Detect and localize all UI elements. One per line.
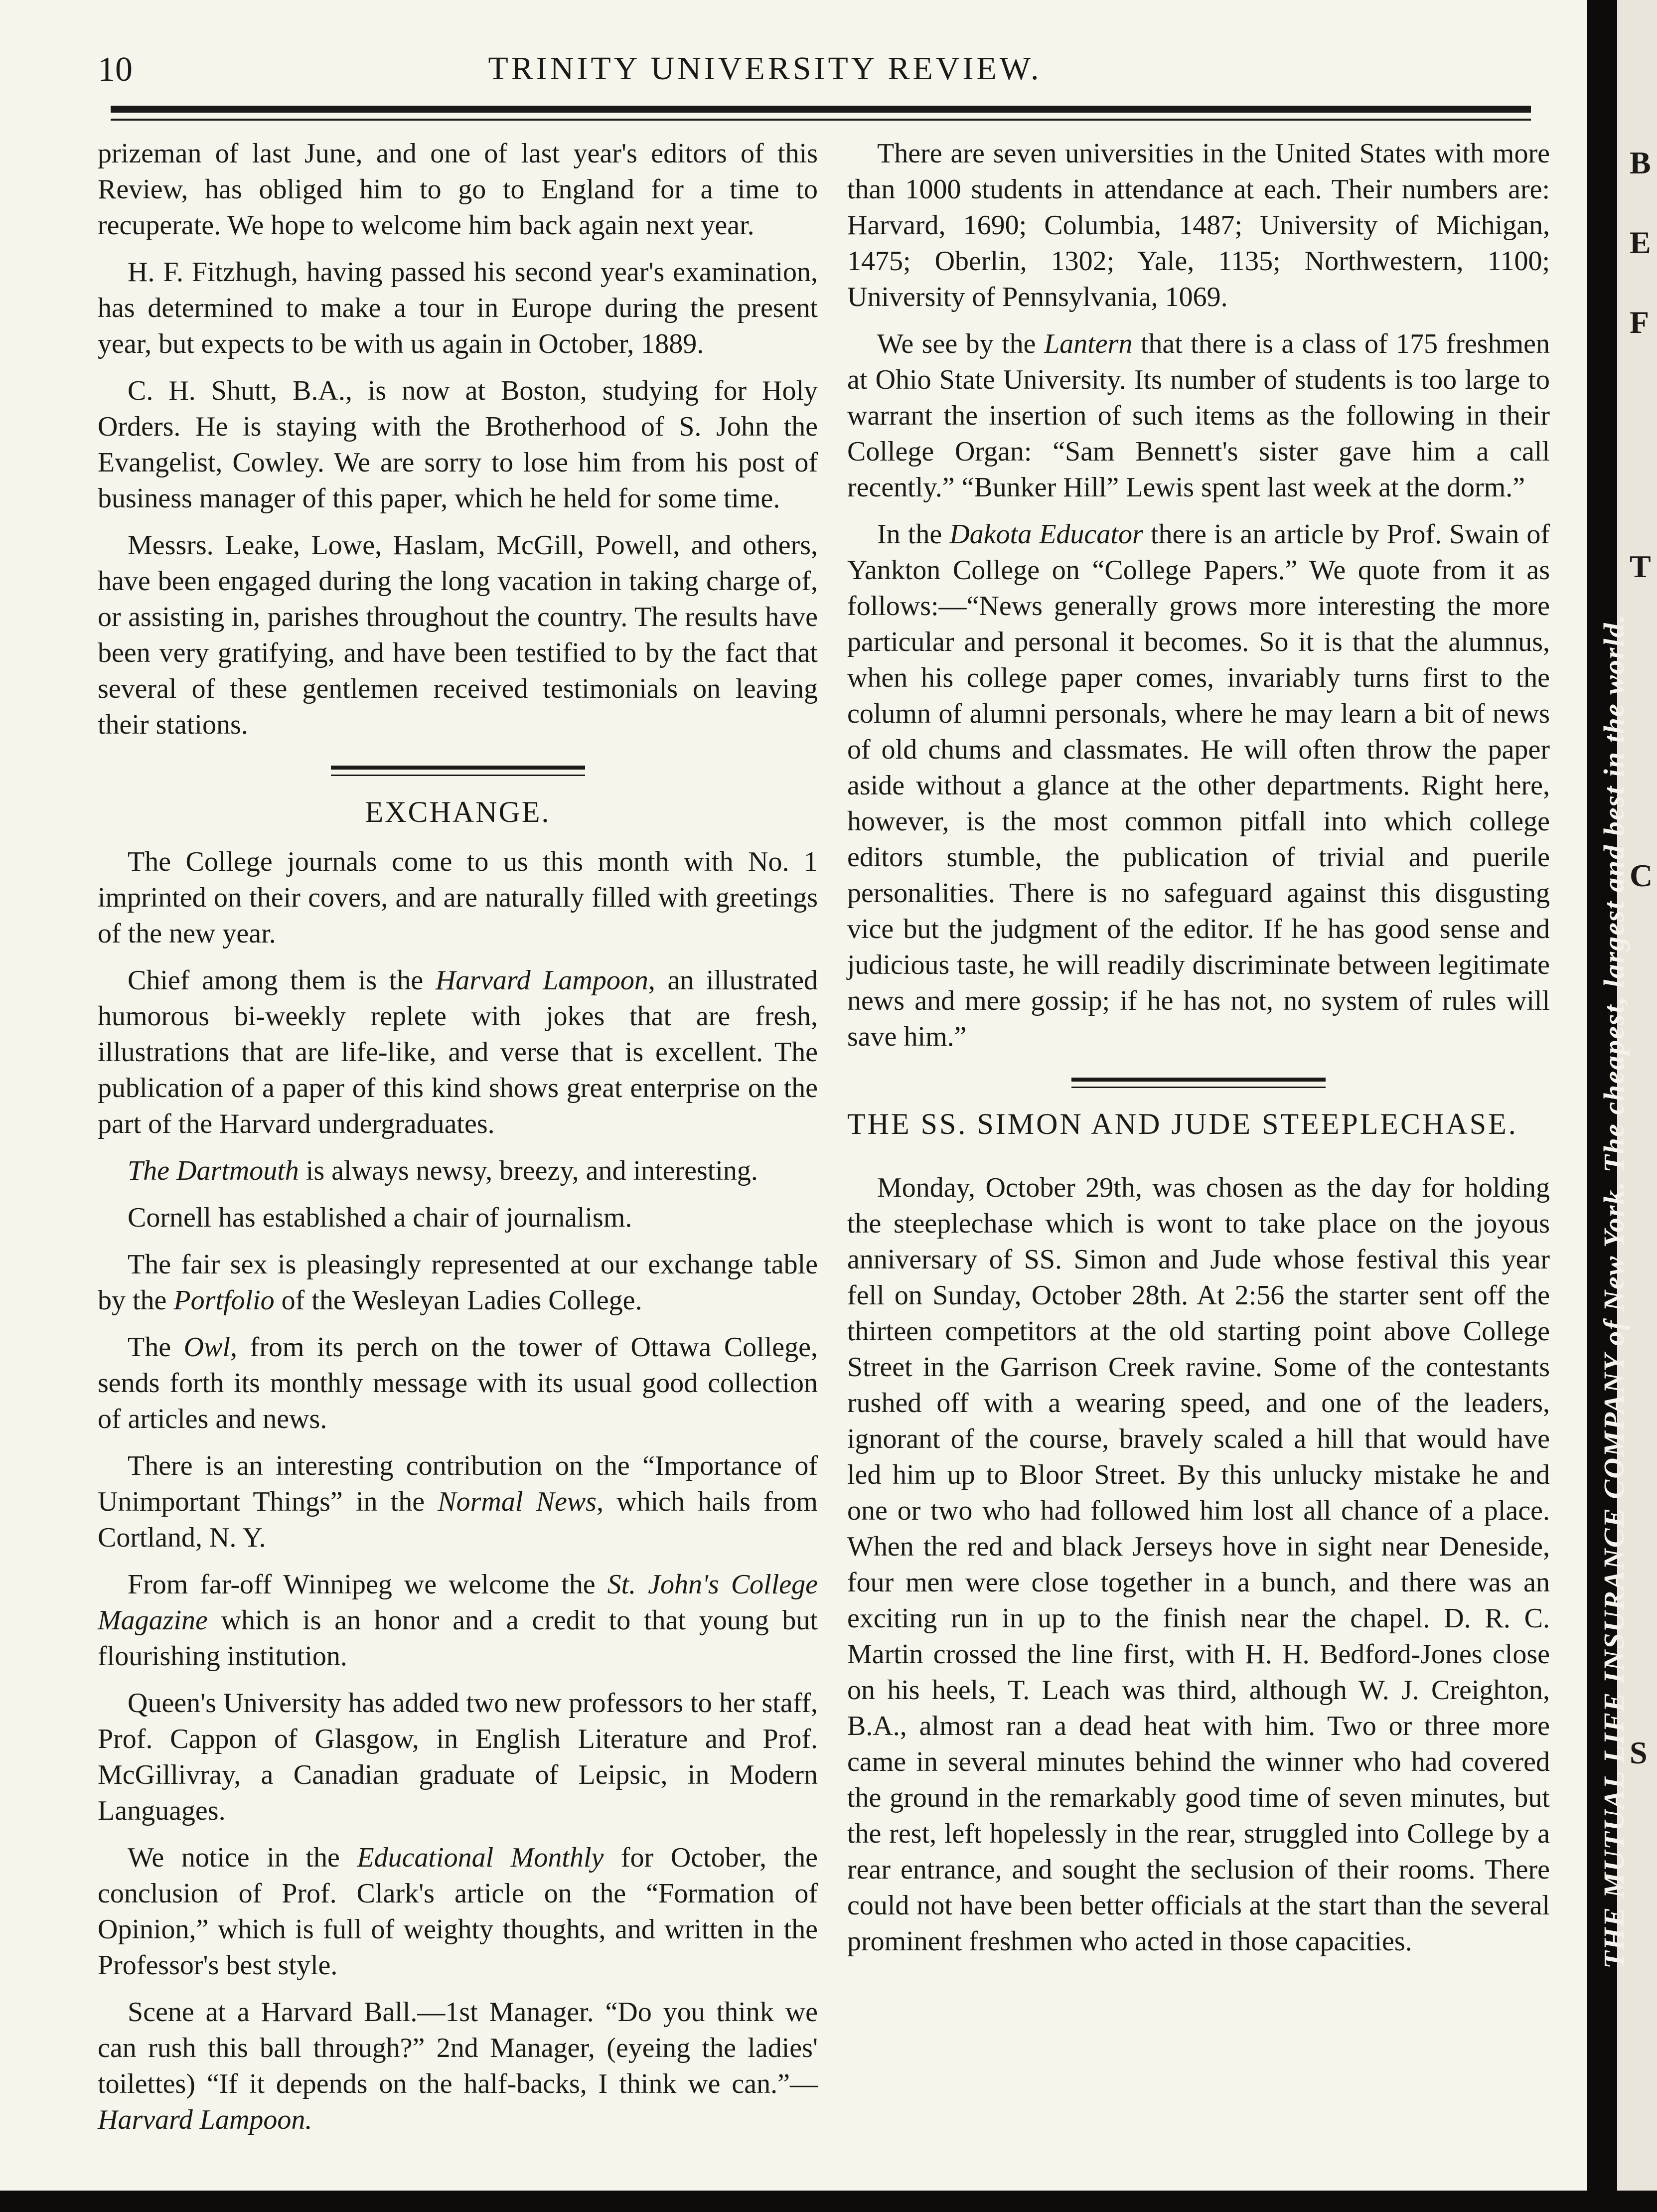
paragraph: There is an interesting contribution on the “Importance of Unimportant Things” in the Normal News, which hails from Cortland, N. Y. [98,1450,818,1553]
header-rule-thin [111,119,1531,121]
paragraph: H. F. Fitzhugh, having passed his second year's examination, has determined to make a tour in Europe during the present year, but expects to be with us again in October, 1889. [98,257,818,359]
paragraph: Chief among them is the Harvard Lampoon, an illustrated humorous bi-weekly replete with jokes that are fresh, illustrations that are life-like, and verse that is excellent. The publication of a paper of this kind shows great enterprise on the part of the Harvard undergraduates. [98,965,818,1139]
left-column [98,136,818,2149]
publication-title: Harvard Lampoon [435,965,648,996]
paragraph: In the Dakota Educator there is an article by Prof. Swain of Yankton College on “College Papers.” We quote from it as follows:—“News generally grows more interesting the more particular and personal it becomes. So it is that the alumnus, when his college paper comes, invariably turns first to the column of alumni personals, where he may learn a bit of news of old chums and classmates. He will often throw the paper aside without a glance at the other departments. Right here, however, is the most common pitfall into which college editors stumble, the publication of trivial and puerile personalities. There is no safeguard against this disgusting vice but the judgment of the editor. If he has good sense and judicious taste, he will readily discriminate between legitimate news and mere gossip; if he has not, no system of rules will save him.” [847,519,1550,1052]
publication-title: Owl [183,1332,231,1363]
paragraph: The Dartmouth is always newsy, breezy, and interesting. [128,1155,758,1186]
adjacent-page-fragment: S [1630,1735,1648,1770]
paragraph: Cornell has established a chair of journalism. [128,1202,632,1233]
publication-title: The Dartmouth [128,1155,299,1186]
adjacent-page-vertical-advert: THE MUTUAL LIFE INSURANCE COMPANY of New York. The cheapest, largest and best in the world. [1598,614,1630,1969]
paragraph: Messrs. Leake, Lowe, Haslam, McGill, Powell, and others, have been engaged during the long vacation in taking charge of, or assisting in, parishes throughout the country. The results have been very gratifying, and have been testified to by the fact that several of these gentlemen received testimonials on leaving their stations. [98,530,818,740]
paragraph: prizeman of last June, and one of last year's editors of this Review, has obliged him to go to England for a time to recuperate. We hope to welcome him back again next year. [98,138,818,241]
publication-title: Harvard Lampoon. [98,2104,312,2135]
publication-title: Dakota Educator [949,519,1143,550]
publication-title: Educational Monthly [357,1842,604,1873]
scan-bottom-edge [0,2191,1657,2212]
paragraph: The fair sex is pleasingly represented at our exchange table by the Portfolio of the Wesleyan Ladies College. [98,1249,818,1316]
header-rule-thick [111,106,1531,113]
paragraph: We see by the Lantern that there is a class of 175 freshmen at Ohio State University. Its number of students is too large to warrant the insertion of such items as the following in their College Organ: “Sam Bennett's sister gave him a call recently.” “Bunker Hill” Lewis spent last week at the dorm.” [847,328,1550,503]
adjacent-page-fragment: B [1630,145,1651,180]
publication-title: Lantern [1044,328,1133,359]
adjacent-page-fragment: E [1630,225,1651,260]
exchange-heading: EXCHANGE. [365,795,551,828]
right-column [847,136,1550,1970]
section-divider [1071,1078,1326,1088]
paragraph: C. H. Shutt, B.A., is now at Boston, studying for Holy Orders. He is staying with the Brotherhood of S. John the Evangelist, Cowley. We are sorry to lose him from his post of business manager of this paper, which he held for some time. [98,375,818,514]
paragraph: There are seven universities in the United States with more than 1000 students in attendance at each. Their numbers are: Harvard, 1690; Columbia, 1487; University of Michigan, 1475; Oberlin, 1302; Yale, 1135; Northwestern, 1100; University of Pennsylvania, 1069. [847,138,1550,313]
publication-title: Portfolio [173,1285,275,1316]
paragraph: The College journals come to us this month with No. 1 imprinted on their covers, and are naturally filled with greetings of the new year. [98,846,818,949]
paragraph: Monday, October 29th, was chosen as the day for holding the steeplechase which is wont to take place on the joyous anniversary of SS. Simon and Jude whose festival this year fell on Sunday, October 28th. At 2:56 the starter sent off the thirteen competitors at the old starting point above College Street in the Garrison Creek ravine. Some of the contestants rushed off with a wearing speed, and one of the leaders, ignorant of the course, bravely scaled a hill that would have led him up to Bloor Street. By this unlucky mistake he and one or two who had followed him lost all chance of a place. When the red and black Jerseys hove in sight near Deneside, four men were close together in a bunch, and there was an exciting run in up to the finish near the chapel. D. R. C. Martin crossed the line first, with H. H. Bedford-Jones close on his heels, T. Leach was third, although W. J. Creighton, B.A., almost ran a dead heat with him. Two or three more came in several minutes behind the winner who had covered the ground in the remarkably good time of seven minutes, but the rest, left hopelessly in the rear, struggled into College by a rear entrance, and sought the seclusion of their rooms. There could not have been better officials at the start than the several prominent freshmen who acted in those capacities. [847,1172,1550,1957]
publication-title: Normal News [438,1486,597,1517]
adjacent-page-fragment: C [1630,858,1653,893]
steeplechase-heading: THE SS. SIMON AND JUDE STEEPLECHASE. [847,1107,1518,1140]
publication-title: St. John's College Magazine [98,1569,818,1636]
paragraph: Queen's University has added two new professors to her staff, Prof. Cappon of Glasgow, in English Literature and Prof. McGillivray, a Canadian graduate of Leipsic, in Modern Languages. [98,1688,818,1826]
adjacent-page-fragment: F [1630,305,1650,340]
adjacent-page-fragment: T [1630,549,1651,584]
section-divider [331,766,585,776]
paragraph: From far-off Winnipeg we welcome the St. John's College Magazine which is an honor and a credit to that young but flourishing institution. [98,1569,818,1672]
paragraph: We notice in the Educational Monthly for October, the conclusion of Prof. Clark's article on the “Formation of Opinion,” which is full of weighty thoughts, and written in the Professor's best style. [98,1842,818,1981]
paragraph: The Owl, from its perch on the tower of Ottawa College, sends forth its monthly message with its usual good collection of articles and news. [98,1332,818,1434]
page-number: 10 [98,50,133,89]
paragraph: Scene at a Harvard Ball.—1st Manager. “Do you think we can rush this ball through?” 2nd Manager, (eyeing the ladies' toilettes) “If it depends on the half-backs, I think we can.”—Harvard Lampoon. [98,1997,818,2135]
running-head: TRINITY UNIVERSITY REVIEW. [488,50,1042,87]
